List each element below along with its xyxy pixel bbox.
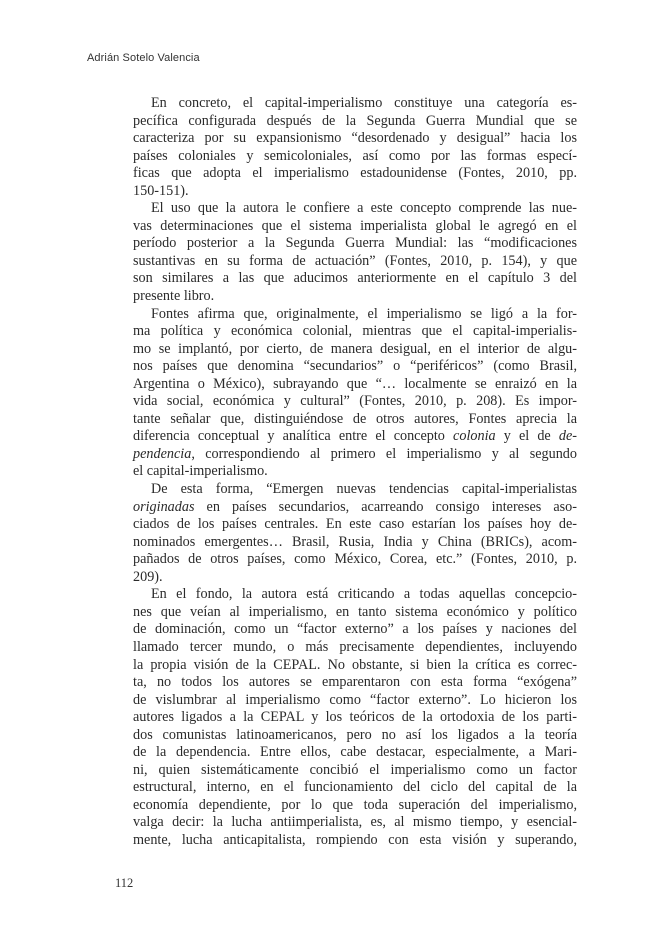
paragraph (115, 95, 577, 200)
text-line: En el fondo, la autora está criticando a todas aquellas concepcio- (151, 586, 577, 603)
text-line: nos países que denomina “secundarios” o “periféricos” (como Brasil, (133, 358, 577, 375)
text-line: ficas que adopta el imperialismo estadounidense (Fontes, 2010, pp. (133, 165, 577, 182)
text-line: países coloniales y semicoloniales, así como por las formas especí- (133, 147, 577, 164)
text-line: mo se implantó, por cierto, de manera desigual, en el interior de algu- (133, 340, 577, 357)
text-line: vas determinaciones que el sistema imperialista global le agregó en el (133, 217, 577, 234)
text-line: pendencia, correspondiendo al primero el imperialismo y al segundo (133, 445, 577, 462)
body-text (115, 95, 577, 850)
text-line: pañados de otros países, como México, Corea, etc.” (Fontes, 2010, p. (133, 551, 577, 568)
text-line: 150-151). (133, 182, 189, 199)
text-line: período posterior a la Segunda Guerra Mundial: las “modificaciones (133, 235, 577, 252)
text-line: En concreto, el capital-imperialismo constituye una categoría es- (151, 95, 577, 111)
running-head-author: Adrián Sotelo Valencia (87, 52, 200, 64)
text-line: De esta forma, “Emergen nuevas tendencias capital-imperialistas (151, 481, 577, 498)
text-line: estructural, interno, en el funcionamiento del ciclo del capital de la (133, 779, 577, 796)
paragraph (115, 586, 577, 849)
text-line: ni, quien sistemáticamente concibió el imperialismo como un factor (133, 761, 577, 778)
text-line: nominados emergentes… Brasil, Rusia, India y China (BRICs), acom- (133, 533, 577, 550)
text-line: la propia visión de la CEPAL. No obstante, si bien la crítica es correc- (133, 656, 577, 673)
text-line: presente libro. (133, 288, 215, 305)
text-line: de vislumbrar al imperialismo como “factor externo”. Lo hicieron los (133, 691, 577, 708)
paragraph (115, 200, 577, 305)
text-line: tante señalar que, distinguiéndose de otros autores, Fontes aprecia la (133, 410, 577, 427)
paragraph (115, 306, 577, 481)
text-line: caracteriza por su expansionismo “desordenado y desigual” hacia los (133, 130, 577, 147)
text-line: nes que veían al imperialismo, en tanto sistema económico y político (133, 603, 577, 620)
text-line: Fontes afirma que, originalmente, el imperialismo se ligó a la for- (151, 305, 577, 322)
text-line: ma política y económica colonial, mientras que el capital-imperialis- (133, 323, 577, 340)
text-line: dos comunistas latinoamericanos, pero no así los ligados a la teoría (133, 726, 577, 743)
text-line: economía dependiente, por lo que toda superación del imperialismo, (133, 796, 577, 813)
text-line: ta, no todos los autores se emparentaron con esta forma “exógena” (133, 674, 577, 691)
text-line: llamado tercer mundo, o más precisamente dependientes, incluyendo (133, 638, 577, 655)
text-line: El uso que la autora le confiere a este concepto comprende las nue- (151, 200, 577, 217)
paragraph (115, 481, 577, 586)
text-line: el capital-imperialismo. (133, 463, 268, 480)
text-line: mente, lucha anticapitalista, rompiendo con esta visión y superando, (133, 831, 577, 848)
page-number: 112 (115, 876, 134, 890)
text-line: son similares a las que aducimos anteriormente en el capítulo 3 del (133, 270, 577, 287)
text-line: Argentina o México), subrayando que “… localmente se enraizó en la (133, 375, 577, 392)
text-line: pecífica configurada después de la Segunda Guerra Mundial que se (133, 112, 577, 129)
text-line: ciados de los países centrales. En este caso estarían los países hoy de- (133, 516, 577, 533)
text-line: de la dependencia. Entre ellos, cabe destacar, especialmente, a Mari- (133, 744, 577, 761)
text-line: autores ligados a la CEPAL y los teóricos de la ortodoxia de los parti- (133, 709, 577, 726)
text-line: sustantivas en su forma de actuación” (Fontes, 2010, p. 154), y que (133, 252, 577, 269)
text-line: 209). (133, 568, 163, 585)
text-line: originadas en países secundarios, acarreando consigo intereses aso- (133, 498, 577, 515)
text-line: valga decir: la lucha antiimperialista, es, al mismo tiempo, y esencial- (133, 814, 577, 831)
text-line: vida social, económica y cultural” (Fontes, 2010, p. 208). Es impor- (133, 393, 577, 410)
text-line: de dominación, como un “factor externo” a los países y naciones del (133, 621, 577, 638)
text-line: diferencia conceptual y analítica entre el concepto colonia y el de de- (133, 428, 577, 445)
